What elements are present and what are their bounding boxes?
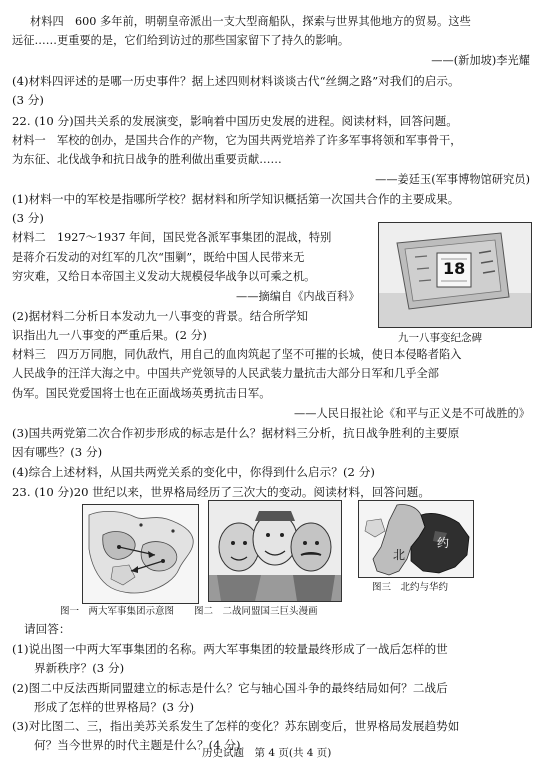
q22-material2-line3: 穷灾难，又给日本帝国主义发动大规模侵华战争以可乘之机。 — [12, 270, 316, 283]
q22-material3-line3: 伪军。国民党爱国将士也在正面战场英勇抗击日军。 — [12, 387, 271, 400]
q22-question4: (4)综合上述材料，从国共两党关系的变化中，你得到什么启示？(2 分) — [12, 465, 375, 479]
q22-header: 22. (10 分)国共关系的发展演变，影响着中国历史发展的进程。阅读材料，回答问题。 — [12, 114, 458, 128]
q22-material1-line1: 材料一 军校的创办，是国共合作的产物，它为国共两党培养了许多军事将领和军事骨干， — [12, 134, 462, 147]
figure3-nato-warsaw-map — [358, 500, 474, 578]
q23-question3-line1: (3)对比图二、三，指出美苏关系发生了怎样的变化？苏东剧变后，世界格局发展趋势如 — [12, 719, 460, 733]
q22-question2-line1: (2)据材料二分析日本发动九一八事变的背景。结合所学知 — [12, 309, 309, 323]
q22-material3-source: ——人民日报社论《和平与正义是不可战胜的》 — [294, 407, 530, 420]
figure3-caption: 图三 北约与华约 — [372, 582, 449, 593]
q21-material4-source: ——(新加坡)李光耀 — [431, 54, 530, 67]
q21-question4-line2: (3 分) — [12, 93, 44, 107]
q22-material3-line2: 人民战争的汪洋大海之中。中国共产党领导的人民武装力量抗击大部分日军和几乎全部 — [12, 367, 440, 380]
q21-material4-line1: 材料四 600 多年前，明朝皇帝派出一支大型商船队，探索与世界其他地方的贸易。这些 — [30, 15, 471, 28]
figure3-label-north: 北 — [393, 548, 406, 562]
q22-question1-line1: (1)材料一中的军校是指哪所学校？据材料和所学知识概括第一次国共合作的主要成果。 — [12, 192, 460, 206]
q22-material2-source: ——摘编自《内战百科》 — [236, 290, 360, 303]
memorial-date-number: 18 — [443, 259, 466, 278]
q22-question2-line2: 识指出九一八事变的严重后果。(2 分) — [12, 328, 207, 342]
memorial-photo — [378, 222, 532, 328]
figure1-military-blocs-map — [82, 504, 199, 604]
figure1-caption: 图一 两大军事集团示意图 — [60, 606, 175, 617]
q22-material1-source: ——姜廷玉(军事博物馆研究员) — [375, 173, 530, 186]
q22-question3-line1: (3)国共两党第二次合作初步形成的标志是什么？据材料三分析，抗日战争胜利的主要原 — [12, 426, 460, 440]
q21-material4-line2: 远征……更重要的是，它们给到访过的那些国家留下了持久的影响。 — [12, 34, 350, 47]
q23-question2-line2: 形成了怎样的世界格局？(3 分) — [34, 700, 195, 714]
q23-question1-line1: (1)说出图一中两大军事集团的名称。两大军事集团的较量最终形成了一战后怎样的世 — [12, 642, 448, 656]
q22-material3-line1: 材料三 四万万同胞，同仇敌忾，用自己的血肉筑起了坚不可摧的长城，使日本侵略者陷入 — [12, 348, 462, 361]
figure3-map-drawing — [359, 501, 473, 577]
figure2-cartoon-drawing — [209, 501, 341, 601]
q21-question4-line1: (4)材料四评述的是哪一历史事件？据上述四则材料谈谈古代“丝绸之路”对我们的启示。 — [12, 74, 460, 88]
q22-material2-line1: 材料二 1927～1937 年间，国民党各派军事集团的混战，特别 — [12, 231, 332, 244]
q23-question2-line1: (2)图二中反法西斯同盟建立的标志是什么？它与轴心国斗争的最终结局如何？二战后 — [12, 681, 448, 695]
figure1-map-drawing — [83, 505, 198, 603]
q22-question3-line2: 因有哪些？(3 分) — [12, 445, 103, 459]
q23-header: 23. (10 分)20 世纪以来，世界格局经历了三次大的变动。阅读材料，回答问题。 — [12, 485, 430, 499]
q23-question3-line2: 何？当今世界的时代主题是什么？(4 分) — [34, 738, 241, 752]
q23-ask-label: 请回答： — [24, 622, 71, 636]
figure3-label-warsaw: 约 — [437, 536, 450, 550]
figure2-big-three-cartoon — [208, 500, 342, 602]
figure2-caption: 图二 二战同盟国三巨头漫画 — [194, 606, 318, 617]
q22-material1-line2: 为东征、北伐战争和抗日战争的胜利做出重要贡献…… — [12, 153, 282, 166]
q23-question1-line2: 界新秩序？(3 分) — [34, 661, 125, 675]
q22-material2-line2: 是蒋介石发动的对红军的几次“围剿”，既给中国人民带来无 — [12, 251, 305, 264]
memorial-photo-caption: 九一八事变纪念碑 — [398, 332, 482, 344]
q22-question1-line2: (3 分) — [12, 211, 44, 225]
page-footer: 历史试题 第 4 页(共 4 页) — [202, 747, 332, 759]
